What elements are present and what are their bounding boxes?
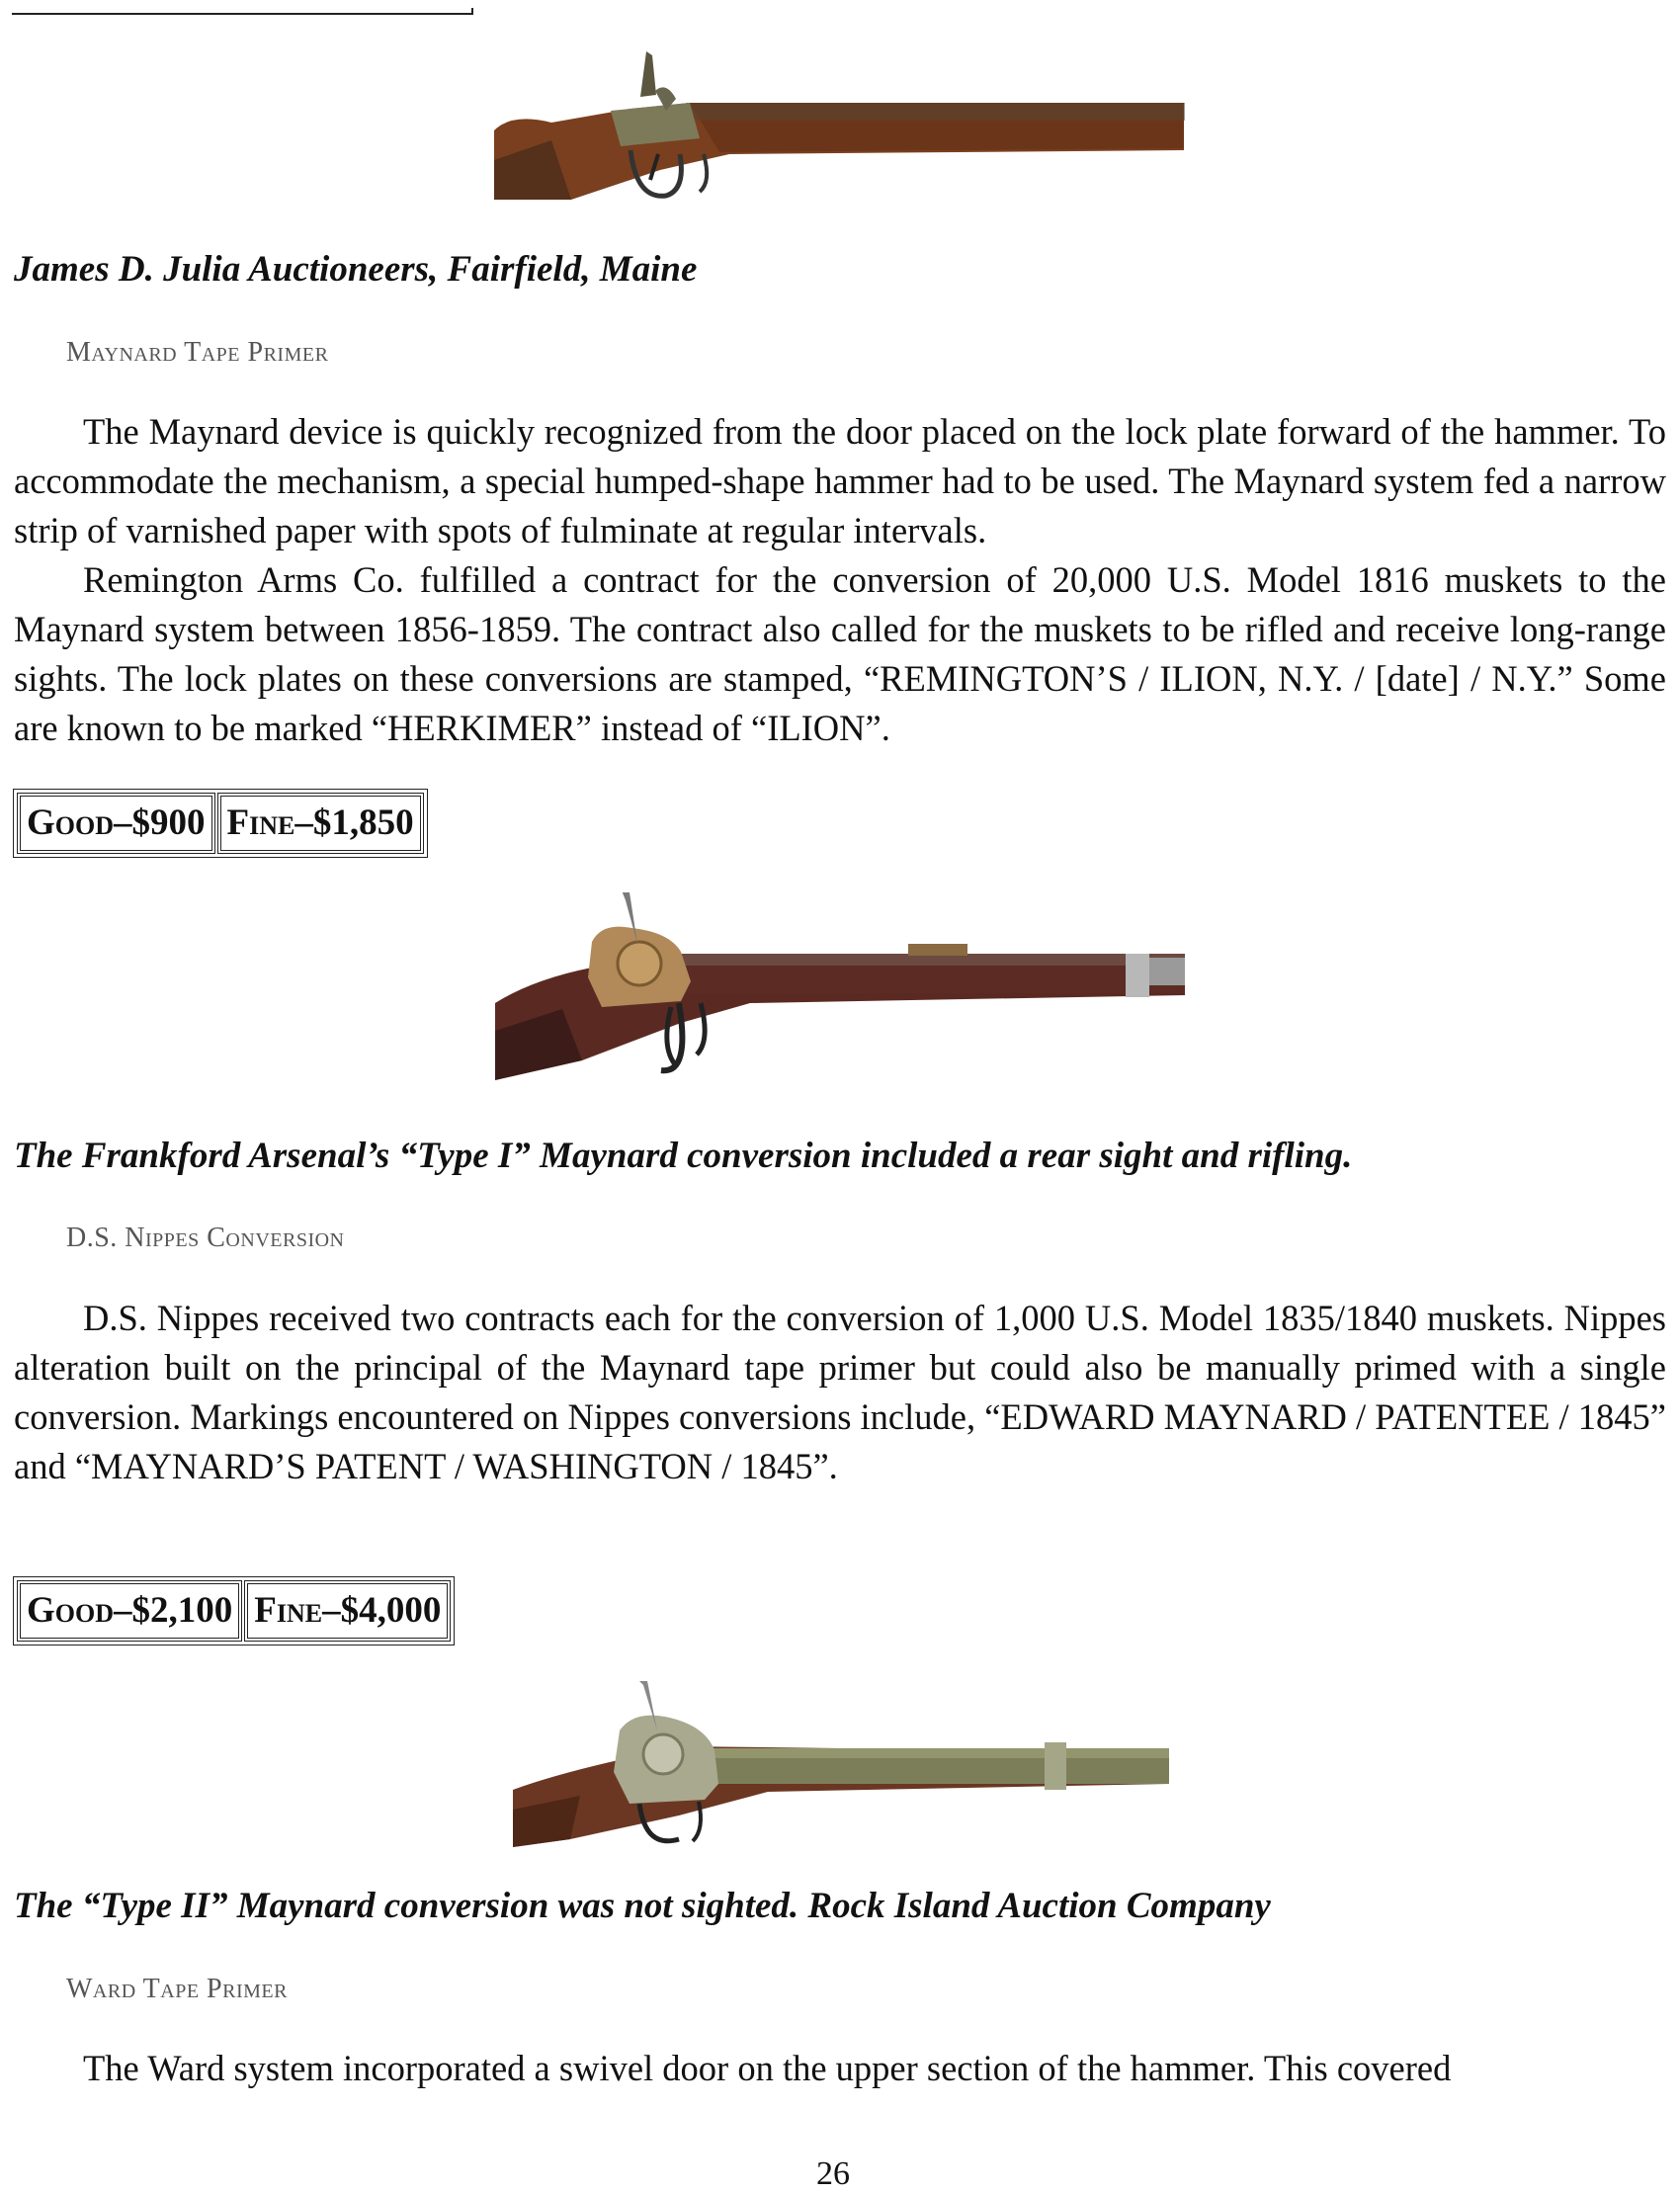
caption-julia: James D. Julia Auctioneers, Fairfield, Maine	[14, 249, 698, 290]
price-fine: Fine–$4,000	[244, 1580, 451, 1642]
paragraph-nippes-1: D.S. Nippes received two contracts each for the conversion of 1,000 U.S. Model 1835/1840 muskets. Nippes alteration built on the principal of the Maynard tape primer but could also be manually primed with a single conversion. Markings encountered on Nippes conversions include, “EDWARD MAYNARD / PATENTEE / 1845” and “MAYNARD’S PATENT / WASHINGTON / 1845”.	[14, 1298, 1666, 1486]
paragraph-ward-1: The Ward system incorporated a swivel door on the upper section of the hammer. This covered	[83, 2048, 1452, 2088]
musket-image-1	[492, 51, 1186, 213]
caption-type-ii: The “Type II” Maynard conversion was not sighted. Rock Island Auction Company	[14, 1886, 1271, 1926]
caption-frankford: The Frankford Arsenal’s “Type I” Maynard conversion included a rear sight and rifling.	[14, 1136, 1353, 1176]
price-fine: Fine–$1,850	[217, 793, 424, 854]
musket-image-2	[493, 892, 1187, 1102]
top-rule	[12, 13, 471, 15]
price-good: Good–$2,100	[17, 1580, 242, 1642]
heading-ward-tape-primer: Ward Tape Primer	[66, 1974, 288, 2004]
price-good: Good–$900	[17, 793, 215, 854]
page-number: 26	[816, 2155, 850, 2192]
heading-maynard-tape-primer: Maynard Tape Primer	[66, 337, 329, 368]
heading-nippes-conversion: D.S. Nippes Conversion	[66, 1223, 345, 1253]
paragraph-maynard-1: The Maynard device is quickly recognized from the door placed on the lock plate forward of the hammer. To accommodate the mechanism, a special humped-shape hammer had to be used. The Maynard system fed a narrow strip of varnished paper with spots of fulminate at regular intervals.	[14, 411, 1666, 550]
musket-illustration-icon	[493, 892, 1187, 1102]
musket-illustration-icon	[492, 51, 1186, 213]
musket-image-3	[511, 1681, 1170, 1857]
price-box-maynard	[13, 789, 428, 858]
musket-illustration-icon	[511, 1681, 1170, 1857]
price-box-nippes	[13, 1576, 455, 1646]
paragraph-maynard-2: Remington Arms Co. fulfilled a contract for the conversion of 20,000 U.S. Model 1816 muskets to the Maynard system between 1856-1859. The contract also called for the muskets to be rifled and receive long-range sights. The lock plates on these conversions are stamped, “REMINGTON’S / ILION, N.Y. / [date] / N.Y.” Some are known to be marked “HERKIMER” instead of “ILION”.	[14, 559, 1666, 748]
